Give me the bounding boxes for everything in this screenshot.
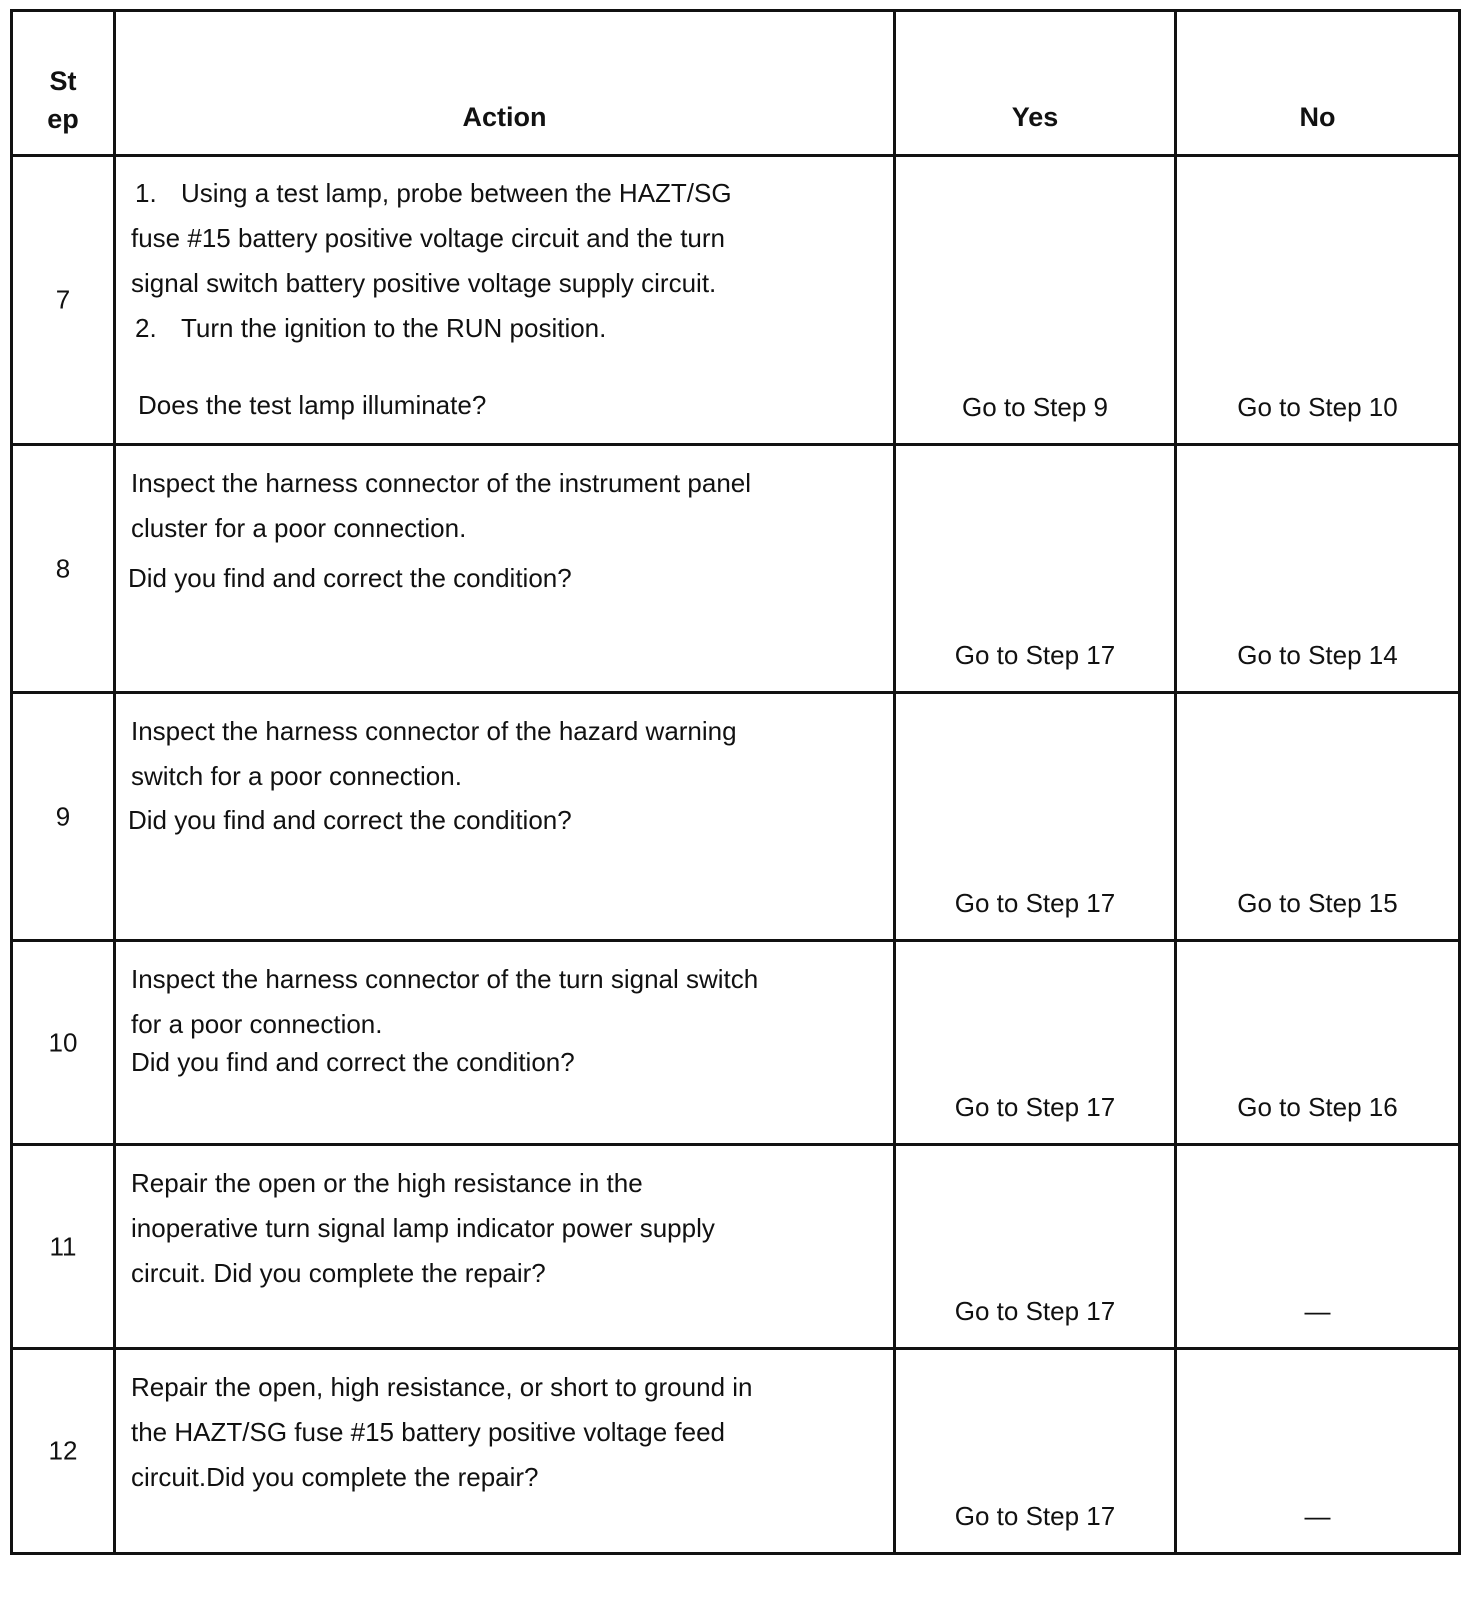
step-cell xyxy=(12,1349,115,1554)
action-cell xyxy=(115,1145,895,1349)
yes-cell xyxy=(895,693,1176,941)
action-question: Does the test lamp illuminate? xyxy=(138,390,487,420)
table-row xyxy=(12,941,1460,1145)
action-text: Inspect the harness connector of the instrument panel xyxy=(131,468,752,498)
yes-cell xyxy=(895,445,1176,693)
table-row xyxy=(12,1145,1460,1349)
action-text: Repair the open or the high resistance in the xyxy=(131,1168,643,1198)
no-result: — xyxy=(1304,1296,1331,1326)
action-text: the HAZT/SG fuse #15 battery positive voltage feed xyxy=(131,1417,725,1447)
diagnostic-table xyxy=(10,9,1461,1555)
step-cell xyxy=(12,445,115,693)
action-cell xyxy=(115,445,895,693)
step-cell xyxy=(12,156,115,445)
yes-result: Go to Step 9 xyxy=(962,392,1108,422)
no-cell xyxy=(1176,156,1460,445)
action-question: Did you find and correct the condition? xyxy=(131,1047,575,1077)
yes-result: Go to Step 17 xyxy=(954,640,1116,670)
action-text: for a poor connection. xyxy=(131,1009,383,1039)
no-cell xyxy=(1176,693,1460,941)
action-text: Inspect the harness connector of the turn signal switch xyxy=(131,964,759,994)
step-cell xyxy=(12,693,115,941)
step-number: 12 xyxy=(48,1435,78,1466)
yes-cell xyxy=(895,1349,1176,1554)
action-question: Did you find and correct the condition? xyxy=(128,805,572,835)
no-result: Go to Step 10 xyxy=(1237,392,1398,422)
yes-cell xyxy=(895,1145,1176,1349)
step-number: 8 xyxy=(55,553,71,583)
header-step-line1: St xyxy=(49,66,77,96)
header-no xyxy=(1176,11,1460,156)
header-row xyxy=(12,11,1460,156)
no-cell xyxy=(1176,445,1460,693)
action-cell xyxy=(115,156,895,445)
table-row xyxy=(12,1349,1460,1554)
action-question: Did you find and correct the condition? xyxy=(128,563,572,593)
header-no-label: No xyxy=(1299,102,1336,132)
action-text: Turn the ignition to the RUN position. xyxy=(181,313,607,343)
action-text: fuse #15 battery positive voltage circuit and the turn xyxy=(131,223,726,253)
step-number: 10 xyxy=(48,1027,78,1057)
list-number: 1. xyxy=(135,178,157,208)
action-text: circuit.Did you complete the repair? xyxy=(131,1462,539,1492)
no-cell xyxy=(1176,1349,1460,1554)
step-cell xyxy=(12,1145,115,1349)
step-number: 7 xyxy=(55,284,71,315)
no-result: Go to Step 15 xyxy=(1237,888,1398,918)
header-action xyxy=(115,11,895,156)
yes-result: Go to Step 17 xyxy=(954,1092,1116,1122)
action-text: switch for a poor connection. xyxy=(131,761,462,791)
header-action-label: Action xyxy=(462,102,547,132)
action-text: Using a test lamp, probe between the HAZT/SG xyxy=(181,178,732,208)
action-text: circuit. Did you complete the repair? xyxy=(131,1258,546,1288)
yes-result: Go to Step 17 xyxy=(954,1296,1116,1326)
yes-result: Go to Step 17 xyxy=(954,888,1116,918)
table-row xyxy=(12,156,1460,445)
list-number: 2. xyxy=(135,313,157,343)
step-number: 9 xyxy=(55,801,71,831)
list-item xyxy=(131,171,873,216)
table-row xyxy=(12,445,1460,693)
no-result: Go to Step 16 xyxy=(1237,1092,1398,1122)
header-step xyxy=(12,11,115,156)
no-result: Go to Step 14 xyxy=(1237,640,1398,670)
action-text: Inspect the harness connector of the hazard warning xyxy=(131,716,737,746)
action-cell xyxy=(115,941,895,1145)
action-text: Repair the open, high resistance, or short to ground in xyxy=(131,1372,753,1402)
header-yes xyxy=(895,11,1176,156)
action-text: inoperative turn signal lamp indicator power supply xyxy=(131,1213,715,1243)
yes-result: Go to Step 17 xyxy=(954,1501,1116,1531)
header-step-line2: ep xyxy=(47,104,79,134)
step-cell xyxy=(12,941,115,1145)
no-result: — xyxy=(1304,1501,1331,1531)
action-text: cluster for a poor connection. xyxy=(131,513,467,543)
action-text: signal switch battery positive voltage supply circuit. xyxy=(131,268,717,298)
no-cell xyxy=(1176,1145,1460,1349)
yes-cell xyxy=(895,156,1176,445)
table-row xyxy=(12,693,1460,941)
no-cell xyxy=(1176,941,1460,1145)
step-number: 11 xyxy=(49,1231,77,1261)
yes-cell xyxy=(895,941,1176,1145)
action-cell xyxy=(115,1349,895,1554)
header-yes-label: Yes xyxy=(1011,102,1059,132)
list-item xyxy=(131,306,873,351)
action-cell xyxy=(115,693,895,941)
